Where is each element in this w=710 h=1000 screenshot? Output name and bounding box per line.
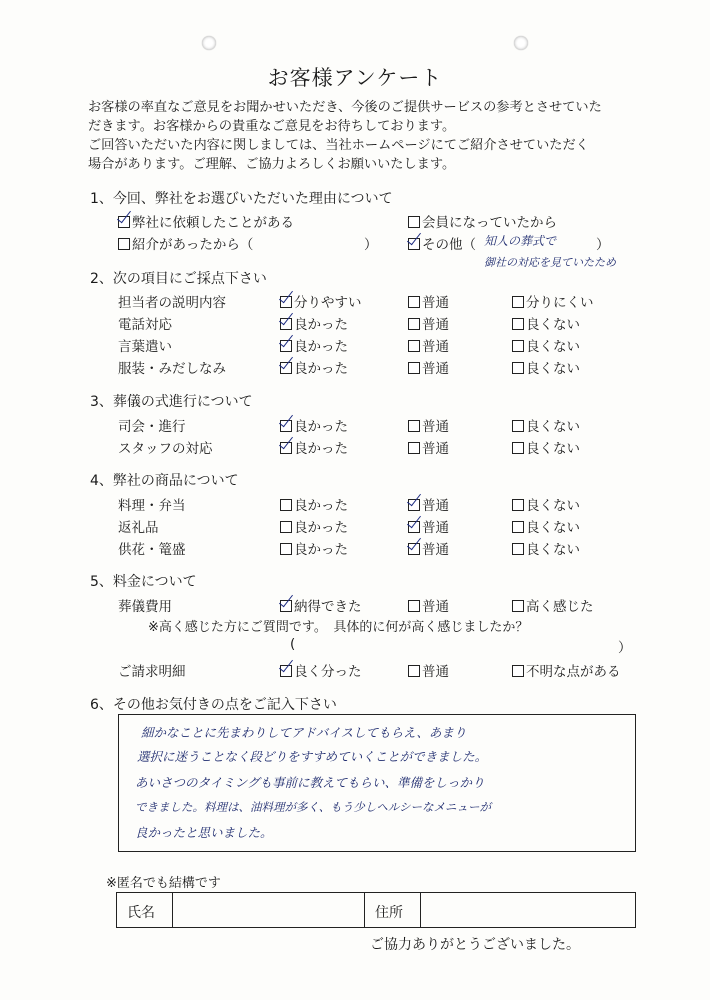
q1-heading: 1、今回、弊社をお選びいただいた理由について <box>90 191 393 207</box>
option-label: 普通 <box>422 664 449 680</box>
checkbox[interactable] <box>408 420 420 432</box>
q4-row-label: 供花・篭盛 <box>118 542 186 558</box>
name-field[interactable] <box>173 893 365 927</box>
option-label: 普通 <box>422 361 449 377</box>
checkbox[interactable] <box>512 318 524 330</box>
punch-hole-left <box>202 36 216 50</box>
checkbox-checked[interactable] <box>118 216 130 228</box>
q5-fee-label: 葬儀費用 <box>118 599 172 615</box>
option-label: 良かった <box>294 498 348 514</box>
comment-line: あいさつのタイミングも事前に教えてもらい、準備をしっかり <box>135 775 485 790</box>
option-label: 普通 <box>422 295 449 311</box>
option-label: 納得できた <box>294 599 362 615</box>
q4-r2-o1[interactable] <box>280 516 348 536</box>
checkbox-checked[interactable] <box>280 665 292 677</box>
anonymous-note: ※匿名でも結構です <box>106 876 221 891</box>
checkbox-checked[interactable] <box>408 521 420 533</box>
checkbox[interactable] <box>512 420 524 432</box>
option-label: 良かった <box>294 419 348 435</box>
option-label: 普通 <box>422 542 449 558</box>
q4-r1-o2[interactable] <box>408 494 449 514</box>
option-label: 普通 <box>422 339 449 355</box>
option-label: 良くない <box>526 542 580 558</box>
q2-r3-o2[interactable] <box>408 335 449 355</box>
option-label: 良かった <box>294 520 348 536</box>
closing-message: ご協力ありがとうございました。 <box>370 937 580 953</box>
option-label: 普通 <box>422 317 449 333</box>
q5-followup-close-paren: ） <box>618 640 632 656</box>
q3-r1-o1[interactable] <box>280 415 348 435</box>
q2-row-label: 言葉遣い <box>118 339 172 355</box>
q1-other-close: ） <box>596 237 610 253</box>
option-label: 良くない <box>526 419 580 435</box>
q2-r2-o1[interactable] <box>280 313 348 333</box>
option-label: 良かった <box>294 441 348 457</box>
option-label: 普通 <box>422 498 449 514</box>
punch-hole-right <box>514 36 528 50</box>
q4-r3-o2[interactable] <box>408 538 449 558</box>
q5-heading: 5、料金について <box>90 574 197 590</box>
q4-r2-o3[interactable] <box>512 516 580 536</box>
checkbox[interactable] <box>280 521 292 533</box>
checkbox-checked[interactable] <box>280 318 292 330</box>
checkbox[interactable] <box>408 216 420 228</box>
option-label: 良かった <box>294 339 348 355</box>
q2-r2-o2[interactable] <box>408 313 449 333</box>
checkbox[interactable] <box>280 499 292 511</box>
checkbox[interactable] <box>512 442 524 454</box>
checkbox[interactable] <box>408 296 420 308</box>
option-label: 良く分った <box>294 664 362 680</box>
option-label: その他（ <box>422 237 476 253</box>
q1-option-member[interactable] <box>408 211 557 231</box>
checkbox[interactable] <box>512 362 524 374</box>
option-label: 紹介があったから（ <box>132 237 254 253</box>
comment-line: 良かったと思いました。 <box>135 825 273 840</box>
checkbox[interactable] <box>408 600 420 612</box>
checkbox[interactable] <box>512 296 524 308</box>
q2-heading: 2、次の項目にご採点下さい <box>90 271 267 287</box>
checkbox[interactable] <box>512 340 524 352</box>
comment-line: 細かなことに先まわりしてアドバイスしてもらえ、あまり <box>141 725 467 740</box>
q4-r3-o3[interactable] <box>512 538 580 558</box>
address-label-cell <box>365 893 421 927</box>
q4-r1-o1[interactable] <box>280 494 348 514</box>
checkbox-checked[interactable] <box>280 296 292 308</box>
q3-heading: 3、葬儀の式進行について <box>90 394 253 410</box>
address-label: 住所 <box>375 905 403 921</box>
q6-heading: 6、その他お気付きの点をご記入下さい <box>90 697 337 713</box>
intro-line-1: お客様の率直なご意見をお聞かせいただき、今後のご提供サービスの参考とさせていた <box>88 100 602 115</box>
page-title: お客様アンケート <box>267 66 443 90</box>
q2-r4-o1[interactable] <box>280 357 348 377</box>
option-label: 良くない <box>526 317 580 333</box>
q1-other-handwritten-2: 御社の対応を見ていたため <box>484 256 616 269</box>
q2-row-label: 担当者の説明内容 <box>118 295 226 311</box>
option-label: 良くない <box>526 498 580 514</box>
name-address-table <box>116 892 636 928</box>
q2-r4-o3[interactable] <box>512 357 580 377</box>
option-label: 良くない <box>526 441 580 457</box>
checkbox[interactable] <box>408 318 420 330</box>
comment-line: 選択に迷うことなく段どりをすすめていくことができました。 <box>137 749 488 764</box>
q2-row-label: 電話対応 <box>118 317 172 333</box>
checkbox[interactable] <box>408 442 420 454</box>
option-label: 普通 <box>422 520 449 536</box>
q2-r2-o3[interactable] <box>512 313 580 333</box>
checkbox[interactable] <box>408 665 420 677</box>
option-label: 弊社に依頼したことがある <box>132 215 294 231</box>
q5-bill-o3[interactable] <box>512 660 621 680</box>
checkbox[interactable] <box>280 543 292 555</box>
option-label: 良かった <box>294 317 348 333</box>
comment-box[interactable] <box>118 714 636 852</box>
intro-line-3: ご回答いただいた内容に関しましては、当社ホームページにてご紹介させていただく <box>88 138 589 153</box>
intro-line-4: 場合があります。ご理解、ご協力よろしくお願いいたします。 <box>88 157 456 172</box>
q5-bill-o1[interactable] <box>280 660 362 680</box>
option-label: 良くない <box>526 339 580 355</box>
option-label: 良くない <box>526 361 580 377</box>
q4-r3-o1[interactable] <box>280 538 348 558</box>
q3-r1-o2[interactable] <box>408 415 449 435</box>
q4-heading: 4、弊社の商品について <box>90 473 239 489</box>
option-label: 高く感じた <box>526 599 594 615</box>
q2-r4-o2[interactable] <box>408 357 449 377</box>
checkbox-checked[interactable] <box>280 340 292 352</box>
checkbox[interactable] <box>512 499 524 511</box>
checkbox[interactable] <box>512 521 524 533</box>
address-field[interactable] <box>421 893 635 927</box>
q5-followup-open-paren: ( <box>290 636 296 652</box>
option-label: 会員になっていたから <box>422 215 557 231</box>
checkbox-checked[interactable] <box>408 238 420 250</box>
option-label: 良かった <box>294 361 348 377</box>
q2-r1-o1[interactable] <box>280 291 362 311</box>
comment-line: できました。料理は、油料理が多く、もう少しヘルシーなメニューが <box>135 800 491 814</box>
q5-fee-o1[interactable] <box>280 595 362 615</box>
q4-r1-o3[interactable] <box>512 494 580 514</box>
checkbox-checked[interactable] <box>408 543 420 555</box>
name-label: 氏名 <box>127 905 155 921</box>
checkbox[interactable] <box>512 600 524 612</box>
q4-row-label: 返礼品 <box>118 520 159 536</box>
option-label: 普通 <box>422 599 449 615</box>
option-label: 普通 <box>422 419 449 435</box>
q3-r2-o2[interactable] <box>408 437 449 457</box>
q2-r1-o2[interactable] <box>408 291 449 311</box>
q5-followup-question: ※高く感じた方にご質問です。 具体的に何が高く感じましたか？ <box>148 620 529 635</box>
checkbox[interactable] <box>408 362 420 374</box>
q1-option-referral[interactable] <box>118 233 253 253</box>
q2-r3-o1[interactable] <box>280 335 348 355</box>
checkbox-checked[interactable] <box>280 600 292 612</box>
checkbox[interactable] <box>118 238 130 250</box>
q3-r1-o3[interactable] <box>512 415 580 435</box>
checkbox-checked[interactable] <box>408 499 420 511</box>
checkbox[interactable] <box>512 665 524 677</box>
option-label: 良かった <box>294 542 348 558</box>
q4-row-label: 料理・弁当 <box>118 498 186 514</box>
checkbox-checked[interactable] <box>280 420 292 432</box>
intro-line-2: だきます。お客様からの貴重なご意見をお待ちしております。 <box>88 119 456 134</box>
q3-row-label: 司会・進行 <box>118 419 186 435</box>
q2-r1-o3[interactable] <box>512 291 594 311</box>
q3-r2-o3[interactable] <box>512 437 580 457</box>
checkbox[interactable] <box>408 340 420 352</box>
option-label: 分りにくい <box>526 295 594 311</box>
q4-r2-o2[interactable] <box>408 516 449 536</box>
q5-fee-o2[interactable] <box>408 595 449 615</box>
q5-bill-o2[interactable] <box>408 660 449 680</box>
q1-other-handwritten: 知人の葬式で <box>484 234 557 248</box>
q5-bill-label: ご請求明細 <box>118 664 186 680</box>
q5-fee-o3[interactable] <box>512 595 594 615</box>
option-label: 分りやすい <box>294 295 362 311</box>
q1-option-other[interactable] <box>408 233 476 253</box>
q1-referral-close: ） <box>364 237 378 253</box>
option-label: 不明な点がある <box>526 664 621 680</box>
option-label: 良くない <box>526 520 580 536</box>
q2-row-label: 服装・みだしなみ <box>118 361 226 377</box>
q2-r3-o3[interactable] <box>512 335 580 355</box>
q3-row-label: スタッフの対応 <box>118 441 213 457</box>
q1-option-requested[interactable] <box>118 211 294 231</box>
q3-r2-o1[interactable] <box>280 437 348 457</box>
checkbox-checked[interactable] <box>280 362 292 374</box>
option-label: 普通 <box>422 441 449 457</box>
checkbox-checked[interactable] <box>280 442 292 454</box>
checkbox[interactable] <box>512 543 524 555</box>
name-label-cell <box>117 893 173 927</box>
